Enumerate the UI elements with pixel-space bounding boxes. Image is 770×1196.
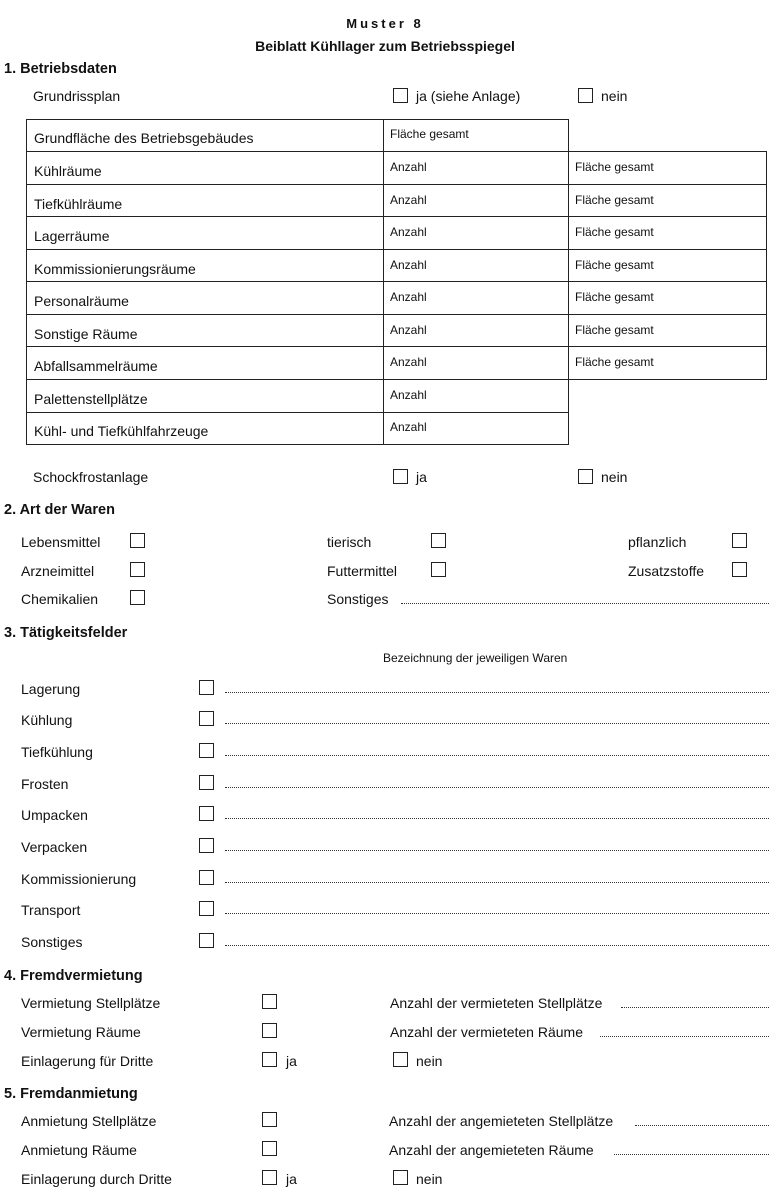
vermietung-raeume-checkbox[interactable] [262, 1023, 277, 1038]
vermietung-stellplaetze-label: Vermietung Stellplätze [21, 995, 161, 1011]
grundrissplan-label: Grundrissplan [33, 88, 121, 104]
sonstiges-taetigkeit-input[interactable] [225, 945, 769, 946]
angemietete-stellplaetze-input[interactable] [635, 1125, 769, 1126]
flaeche-gesamt-field[interactable] [568, 281, 767, 315]
zusatzstoffe-checkbox[interactable] [732, 562, 747, 577]
list-item-label: Frosten [21, 776, 69, 792]
grundrissplan-nein-checkbox[interactable] [578, 88, 593, 103]
table-row [26, 151, 384, 185]
grundrissplan-ja-checkbox[interactable] [393, 88, 408, 103]
sonstiges-taetigkeit-checkbox[interactable] [199, 933, 214, 948]
row-label: Sonstige Räume [34, 326, 138, 342]
flaeche-gesamt-field[interactable] [568, 184, 767, 217]
vermietung-stellplaetze-checkbox[interactable] [262, 994, 277, 1009]
cell-caption: Anzahl [390, 323, 427, 337]
row-label: Kühl- und Tiefkühlfahrzeuge [34, 423, 209, 439]
table-row [26, 184, 384, 217]
anzahl-field[interactable] [383, 184, 569, 217]
lebensmittel-label: Lebensmittel [21, 534, 101, 550]
anzahl-field[interactable] [383, 216, 569, 250]
futtermittel-label: Futtermittel [327, 563, 398, 579]
cell-caption: Anzahl [390, 388, 427, 402]
column-header: Bezeichnung der jeweiligen Waren [383, 651, 568, 665]
einlagerung-durch-dritte-ja-label: ja [286, 1171, 297, 1187]
verpacken-waren-input[interactable] [225, 850, 769, 851]
row-label: Palettenstellplätze [34, 391, 148, 407]
transport-waren-input[interactable] [225, 913, 769, 914]
anzahl-field[interactable] [383, 151, 569, 185]
schockfrost-label: Schockfrostanlage [33, 469, 149, 485]
section-4-title: 4. Fremdvermietung [4, 968, 143, 984]
flaeche-gesamt-field[interactable] [383, 119, 569, 152]
einlagerung-fuer-dritte-nein-checkbox[interactable] [393, 1052, 408, 1067]
row-label: Personalräume [34, 293, 129, 309]
lagerung-checkbox[interactable] [199, 680, 214, 695]
verpacken-checkbox[interactable] [199, 838, 214, 853]
table-row [26, 379, 384, 413]
arzneimittel-label: Arzneimittel [21, 563, 95, 579]
table-row [26, 346, 384, 380]
anzahl-field[interactable] [383, 281, 569, 315]
schockfrost-nein-label: nein [601, 469, 628, 485]
flaeche-gesamt-field[interactable] [568, 249, 767, 282]
section-3-title: 3. Tätigkeitsfelder [4, 625, 128, 641]
angemietete-raeume-label: Anzahl der angemieteten Räume [389, 1142, 594, 1158]
list-item-label: Sonstiges [21, 934, 83, 950]
einlagerung-fuer-dritte-ja-label: ja [286, 1053, 297, 1069]
list-item-label: Kommissionierung [21, 871, 137, 887]
list-item-label: Kühlung [21, 712, 73, 728]
table-row [26, 281, 384, 315]
cell-caption: Anzahl [390, 258, 427, 272]
tiefkuehlung-waren-input[interactable] [225, 755, 769, 756]
anzahl-field[interactable] [383, 346, 569, 380]
chemikalien-label: Chemikalien [21, 591, 99, 607]
vermietete-stellplaetze-input[interactable] [621, 1007, 769, 1008]
list-item-label: Verpacken [21, 839, 88, 855]
cell-caption: Fläche gesamt [390, 127, 469, 141]
tierisch-checkbox[interactable] [431, 533, 446, 548]
schockfrost-ja-label: ja [416, 469, 427, 485]
cell-caption: Fläche gesamt [575, 258, 654, 272]
anzahl-field[interactable] [383, 379, 569, 413]
pflanzlich-checkbox[interactable] [732, 533, 747, 548]
cell-caption: Anzahl [390, 225, 427, 239]
cell-caption: Fläche gesamt [575, 323, 654, 337]
section-1-title: 1. Betriebsdaten [4, 61, 117, 77]
einlagerung-durch-dritte-ja-checkbox[interactable] [262, 1170, 277, 1185]
anmietung-raeume-label: Anmietung Räume [21, 1142, 137, 1158]
vermietete-stellplaetze-label: Anzahl der vermieteten Stellplätze [390, 995, 603, 1011]
lagerung-waren-input[interactable] [225, 692, 769, 693]
row-label: Abfallsammelräume [34, 358, 158, 374]
sonstiges-waren-input[interactable] [401, 603, 769, 604]
tiefkuehlung-checkbox[interactable] [199, 743, 214, 758]
cell-caption: Anzahl [390, 160, 427, 174]
cell-caption: Anzahl [390, 355, 427, 369]
tierisch-label: tierisch [327, 534, 372, 550]
vermietete-raeume-input[interactable] [600, 1036, 769, 1037]
table-row [26, 314, 384, 347]
einlagerung-durch-dritte-nein-checkbox[interactable] [393, 1170, 408, 1185]
kommissionierung-waren-input[interactable] [225, 882, 769, 883]
einlagerung-durch-dritte-nein-label: nein [416, 1171, 443, 1187]
table-row [26, 412, 384, 445]
anmietung-stellplaetze-label: Anmietung Stellplätze [21, 1113, 157, 1129]
section-5-title: 5. Fremdanmietung [4, 1086, 138, 1102]
cell-caption: Fläche gesamt [575, 193, 654, 207]
vermietete-raeume-label: Anzahl der vermieteten Räume [390, 1024, 583, 1040]
anzahl-field[interactable] [383, 314, 569, 347]
arzneimittel-checkbox[interactable] [130, 562, 145, 577]
angemietete-raeume-input[interactable] [614, 1154, 769, 1155]
grundrissplan-nein-label: nein [601, 88, 628, 104]
cell-caption: Fläche gesamt [575, 290, 654, 304]
anzahl-field[interactable] [383, 249, 569, 282]
einlagerung-fuer-dritte-label: Einlagerung für Dritte [21, 1053, 154, 1069]
cell-caption: Fläche gesamt [575, 355, 654, 369]
flaeche-gesamt-field[interactable] [568, 314, 767, 347]
flaeche-gesamt-field[interactable] [568, 216, 767, 250]
flaeche-gesamt-field[interactable] [568, 346, 767, 380]
row-label: Kühlräume [34, 163, 102, 179]
transport-checkbox[interactable] [199, 901, 214, 916]
lebensmittel-checkbox[interactable] [130, 533, 145, 548]
flaeche-gesamt-field[interactable] [568, 151, 767, 185]
anmietung-stellplaetze-checkbox[interactable] [262, 1112, 277, 1127]
cell-caption: Anzahl [390, 193, 427, 207]
row-label: Lagerräume [34, 228, 110, 244]
cell-caption: Anzahl [390, 290, 427, 304]
sonstiges-label: Sonstiges [327, 591, 389, 607]
anmietung-raeume-checkbox[interactable] [262, 1141, 277, 1156]
kuehlung-checkbox[interactable] [199, 711, 214, 726]
frosten-checkbox[interactable] [199, 775, 214, 790]
row-label: Tiefkühlräume [34, 196, 123, 212]
vermietung-raeume-label: Vermietung Räume [21, 1024, 141, 1040]
form-title: Beiblatt Kühllager zum Betriebsspiegel [255, 38, 515, 54]
einlagerung-fuer-dritte-nein-label: nein [416, 1053, 443, 1069]
list-item-label: Tiefkühlung [21, 744, 93, 760]
einlagerung-durch-dritte-label: Einlagerung durch Dritte [21, 1171, 172, 1187]
form-number: Muster 8 [346, 16, 424, 31]
row-label: Kommissionierungsräume [34, 261, 196, 277]
list-item-label: Transport [21, 902, 81, 918]
grundrissplan-ja-label: ja (siehe Anlage) [416, 88, 521, 104]
list-item-label: Umpacken [21, 807, 88, 823]
row-label: Grundfläche des Betriebsgebäudes [34, 130, 254, 146]
kuehlung-waren-input[interactable] [225, 723, 769, 724]
einlagerung-fuer-dritte-ja-checkbox[interactable] [262, 1052, 277, 1067]
pflanzlich-label: pflanzlich [628, 534, 687, 550]
futtermittel-checkbox[interactable] [431, 562, 446, 577]
list-item-label: Lagerung [21, 681, 81, 697]
chemikalien-checkbox[interactable] [130, 590, 145, 605]
frosten-waren-input[interactable] [225, 787, 769, 788]
table-row [26, 119, 384, 152]
angemietete-stellplaetze-label: Anzahl der angemieteten Stellplätze [389, 1113, 614, 1129]
cell-caption: Fläche gesamt [575, 225, 654, 239]
anzahl-field[interactable] [383, 412, 569, 445]
section-2-title: 2. Art der Waren [4, 502, 115, 518]
cell-caption: Fläche gesamt [575, 160, 654, 174]
table-row [26, 249, 384, 282]
table-row [26, 216, 384, 250]
schockfrost-ja-checkbox[interactable] [393, 469, 408, 484]
kommissionierung-checkbox[interactable] [199, 870, 214, 885]
umpacken-checkbox[interactable] [199, 806, 214, 821]
schockfrost-nein-checkbox[interactable] [578, 469, 593, 484]
zusatzstoffe-label: Zusatzstoffe [628, 563, 705, 579]
umpacken-waren-input[interactable] [225, 818, 769, 819]
cell-caption: Anzahl [390, 420, 427, 434]
